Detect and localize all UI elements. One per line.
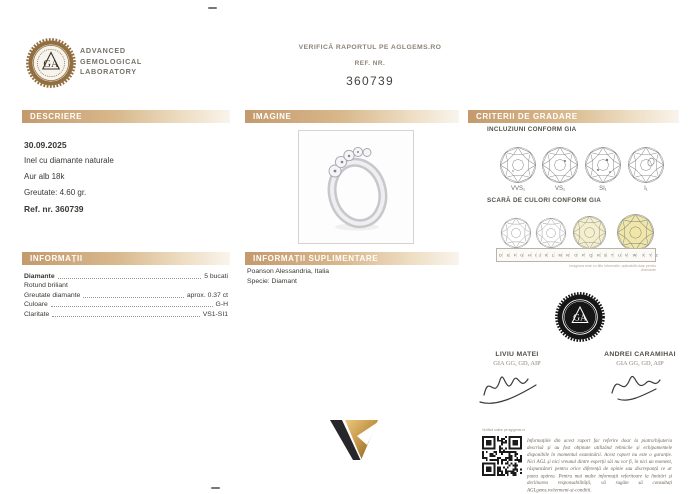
row-value: aprox. 0.37 ct [186,291,228,299]
signature-icon [476,367,551,405]
qr-code [482,436,522,476]
verify-report-text: VERIFICĂ RAPORTUL PE AGLGEMS.RO [298,44,442,51]
inclusions-scale-label: INCLUZIUNI CONFORM GIA [487,126,577,133]
imagine-section-header: IMAGINE [245,110,459,123]
dotted-leader [83,297,184,298]
color-diagram-light-yellow [616,213,655,252]
grader-credentials: GIA GG, GD, AIP [493,360,541,367]
info-table [24,270,228,318]
table-row [24,289,228,299]
grader-signature-block [462,351,572,367]
qr-caption: Verifică online pe aglgems.ro [482,428,526,432]
grader-signature-block [585,351,695,367]
clarity-diagram-si1 [584,146,622,184]
registration-mark-bottom [211,487,220,489]
clarity-grade-label: SI₁ [599,186,607,192]
row-value: 5 bucati [204,272,228,280]
laboratory-name [80,46,142,78]
dotted-leader [51,306,213,307]
color-scale-note: Imaginea este cu titlu informativ, aplicabilă doar pentru diamante [569,264,656,273]
clarity-grade-label: VVS₁ [510,186,526,192]
report-date: 30.09.2025 [24,140,67,150]
registration-mark-top [208,7,217,9]
row-label: Rotund briliant [24,282,68,290]
descriere-section-header: DESCRIERE [22,110,230,123]
seal-monogram: GA [573,313,587,324]
color-diagram-faint-yellow [572,215,607,250]
disclaimer-text: Informațiile din acest raport fac referire doar la piatra/bijuteria descrisă și au fost obținute utilizând tehnicile și echipamentele disponibile în momentul examinării. Acest raport nu este o garanție. Nici AGL și nici vreunul dintre experții săi nu vor fi, în nici un moment, răspunzători pentru orice diferență de opinie sau discrepanță ce ar putea apărea. Pentru mai multe informații referitoare la limitări și declinarea responsabilității, vă rugăm să consultați AGLgems.ro/termeni-si-conditii. [527,437,673,493]
description-block [24,137,114,217]
grader-name: LIVIU MATEI [495,351,539,358]
grader-name: ANDREI CARAMIHAI [604,351,676,358]
agl-black-seal-icon [555,292,605,342]
supplementary-line: Specie: Diamant [247,278,297,285]
table-row [24,280,228,290]
clarity-diagram-vs1 [541,146,579,184]
description-line: Inel cu diamante naturale [24,156,114,165]
color-scale-label: SCARĂ DE CULORI CONFORM GIA [487,197,602,204]
agl-gold-seal-icon [26,38,76,88]
logo-line: ADVANCED [80,46,126,55]
ref-number-value: 360739 [346,74,394,88]
signature-icon [602,367,668,405]
color-diagram-near-colorless [535,217,567,249]
color-diagram-colorless [500,217,532,249]
dotted-leader [52,316,199,317]
table-row [24,308,228,318]
description-ref: Ref. nr. 360739 [24,204,84,214]
informatii-suplimentare-section-header: INFORMAȚII SUPLIMENTARE [245,252,459,265]
row-label: Greutate diamante [24,291,81,299]
description-line: Greutate: 4.60 gr. [24,188,87,197]
ring-photo [298,130,414,244]
clarity-diagram-vvs1 [499,146,537,184]
logo-line: GEMOLOGICAL [80,56,143,66]
description-line: Aur alb 18k [24,172,65,181]
vg-brand-icon [328,419,380,461]
color-scale-ruler: D E F G H I J K L M N O P Q R S T U V W X Y Z [496,248,656,262]
criterii-section-header: CRITERII DE GRADARE [468,110,679,123]
supplementary-info-block [247,267,329,287]
informatii-section-header: INFORMAȚII [22,252,230,265]
row-label: Diamante [24,272,55,280]
table-row [24,299,228,309]
row-label: Claritate [24,310,50,318]
dotted-leader [58,278,202,279]
row-value: G-H [215,301,228,309]
clarity-grade-label: I₁ [644,186,648,192]
supplementary-line: Poanson Alessandria, Italia [247,268,329,275]
ref-number-label: REF. NR. [354,60,386,67]
row-label: Culoare [24,301,48,309]
table-row [24,270,228,280]
seal-monogram: GA [43,58,59,70]
logo-line: LABORATORY [80,67,137,76]
grader-credentials: GIA GG, GD, AIP [616,360,664,367]
clarity-grade-label: VS₁ [554,186,566,192]
clarity-diagram-i1 [627,146,665,184]
row-value: VS1-SI1 [202,310,228,318]
